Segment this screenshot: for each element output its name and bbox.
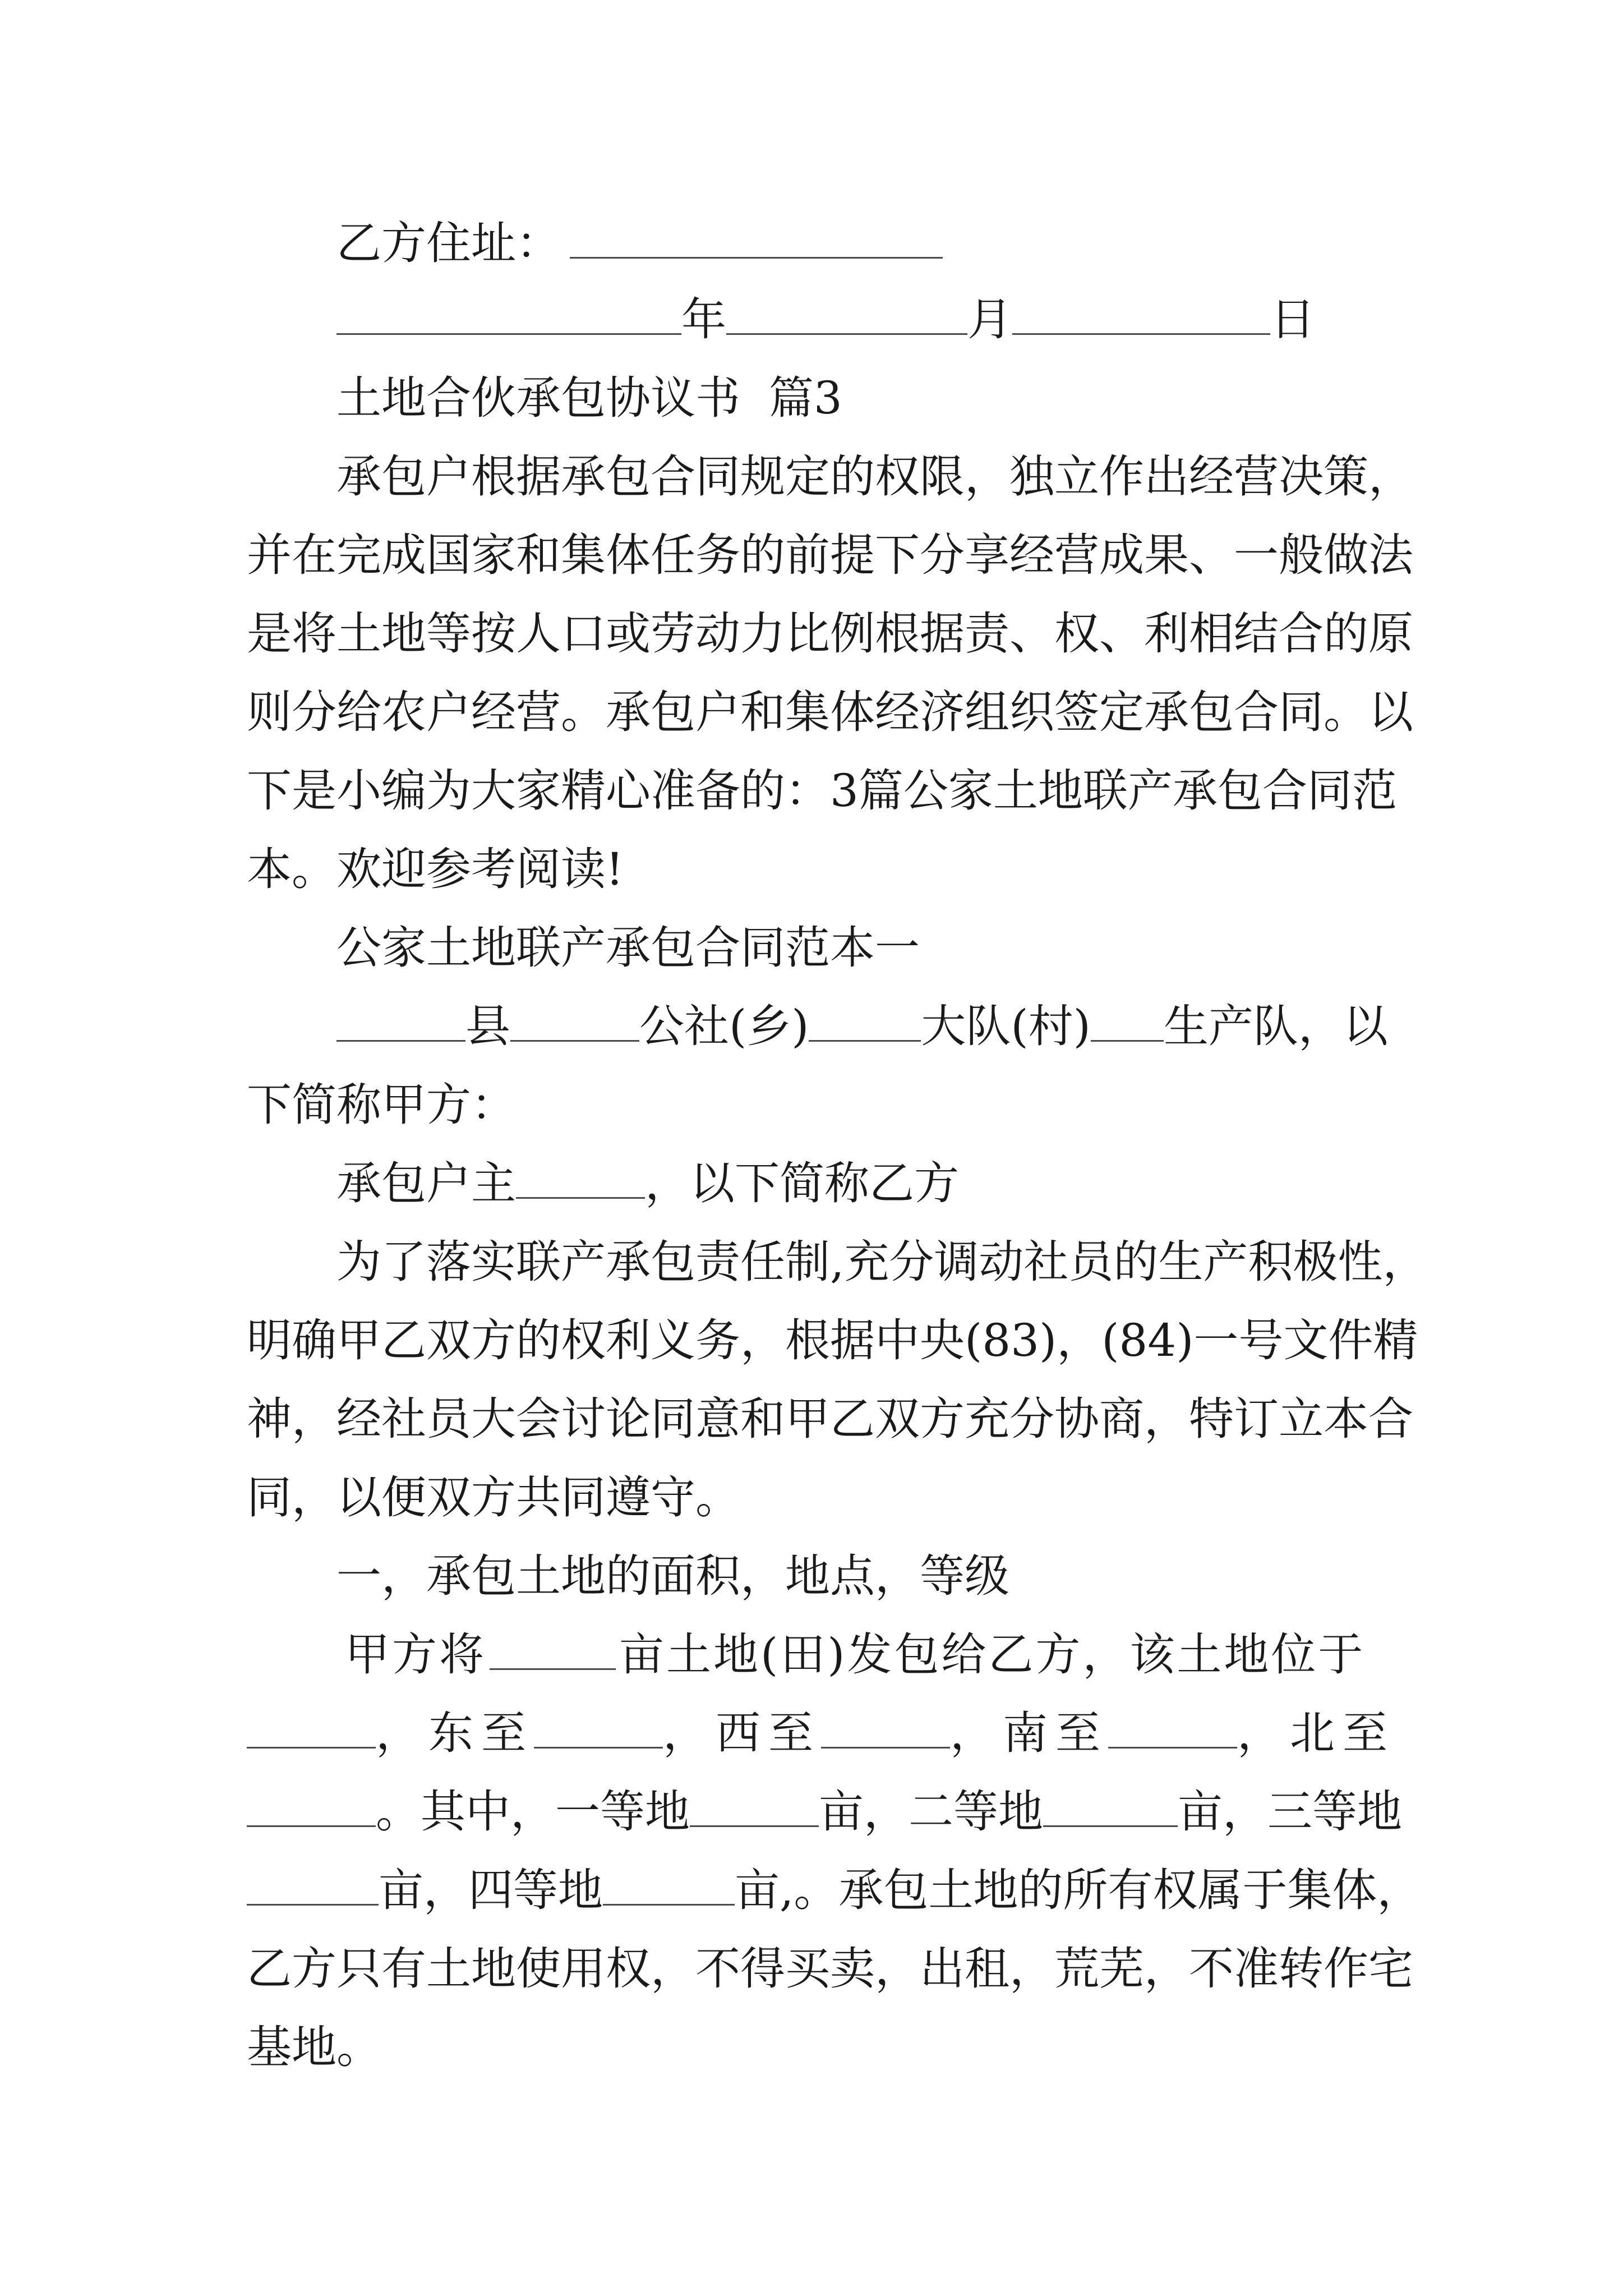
intro-line-6: 本。欢迎参考阅读! xyxy=(247,843,624,895)
commune-label: 公社(乡) xyxy=(639,1000,809,1052)
party-b-suffix: ，以下简称乙方 xyxy=(645,1157,959,1209)
householder-blank xyxy=(516,1161,645,1199)
grade-1-label: 。其中，一等地 xyxy=(376,1786,690,1838)
grade-1-blank xyxy=(690,1789,819,1827)
clause-1-line-4 xyxy=(247,1851,1623,1930)
clause-1-text-b: 亩土地(田)发包给乙方，该土地位于 xyxy=(619,1628,1366,1681)
west-blank xyxy=(821,1711,950,1749)
intro-line-1: 承包户根据承包合同规定的权限，独立作出经营决策， xyxy=(336,450,1413,503)
purpose-line-4: 同，以便双方共同遵守。 xyxy=(247,1471,740,1524)
intro-line-3: 是将土地等按人口或劳动力比例根据责、权、利相结合的原 xyxy=(247,608,1413,660)
clause-1-ownership: 亩,。承包土地的所有权属于集体， xyxy=(735,1864,1422,1916)
team-blank xyxy=(1091,1004,1164,1042)
grade-2-blank xyxy=(1043,1789,1178,1827)
grade-2-label: 亩，二等地 xyxy=(819,1786,1043,1838)
commune-blank xyxy=(510,1004,639,1042)
east-label: ，东至 xyxy=(376,1707,534,1759)
contract-title: 公家土地联产承包合同范本一 xyxy=(336,922,920,974)
county-blank xyxy=(336,1004,465,1042)
county-label: 县 xyxy=(465,1000,510,1052)
address-line xyxy=(336,204,1623,283)
party-a-tail: 下简称甲方： xyxy=(247,1079,516,1131)
clause-1-title: 一，承包土地的面积，地点，等级 xyxy=(336,1550,1009,1602)
year-label: 年 xyxy=(681,293,726,346)
party-b-line xyxy=(336,1144,1623,1223)
day-blank xyxy=(1012,297,1270,335)
team-label: 生产队，以 xyxy=(1163,1000,1388,1052)
location-blank xyxy=(247,1711,376,1749)
clause-1-line-6: 基地。 xyxy=(247,2021,381,2073)
clause-1-line-1 xyxy=(345,1616,1623,1694)
intro-line-5: 下是小编为大家精心准备的：3篇公家土地联产承包合同范 xyxy=(247,765,1397,817)
north-label: ，北至 xyxy=(1237,1707,1395,1759)
south-blank xyxy=(1108,1711,1237,1749)
brigade-blank xyxy=(809,1004,921,1042)
address-label: 乙方住址： xyxy=(336,217,561,269)
section-title: 土地合伙承包协议书 篇3 xyxy=(336,372,842,424)
month-blank xyxy=(726,297,967,335)
brigade-label: 大队(村) xyxy=(921,1000,1091,1052)
clause-1-line-2 xyxy=(247,1694,1623,1773)
party-b-prefix: 承包户主 xyxy=(336,1157,516,1209)
purpose-line-2: 明确甲乙双方的权利义务，根据中央(83)，(84)一号文件精 xyxy=(247,1314,1418,1366)
year-blank xyxy=(336,297,681,335)
south-label: ，南至 xyxy=(950,1707,1108,1759)
west-label: ，西至 xyxy=(663,1707,821,1759)
purpose-line-3: 神，经社员大会讨论同意和甲乙双方充分协商，特订立本合 xyxy=(247,1393,1413,1445)
clause-1-line-3 xyxy=(247,1773,1623,1851)
date-line xyxy=(336,280,1623,359)
day-label: 日 xyxy=(1270,293,1315,346)
grade-3-blank xyxy=(247,1868,379,1906)
address-blank xyxy=(570,221,943,259)
purpose-line-1: 为了落实联产承包责任制,充分调动社员的生产积极性， xyxy=(336,1236,1428,1288)
clause-1-line-5: 乙方只有土地使用权，不得买卖，出租，荒芜，不准转作宅 xyxy=(247,1943,1413,1995)
east-blank xyxy=(534,1711,663,1749)
grade-4-blank xyxy=(603,1868,735,1906)
area-blank xyxy=(490,1632,616,1670)
grade-4-label: 亩，四等地 xyxy=(379,1864,603,1916)
grade-3-label: 亩，三等地 xyxy=(1178,1786,1402,1838)
party-a-line xyxy=(336,987,1623,1066)
clause-1-text-a: 甲方将 xyxy=(345,1628,486,1681)
intro-line-4: 则分给农户经营。承包户和集体经济组织签定承包合同。以 xyxy=(247,686,1413,738)
intro-line-2: 并在完成国家和集体任务的前提下分享经营成果、一般做法 xyxy=(247,529,1413,581)
month-label: 月 xyxy=(967,293,1012,346)
north-blank xyxy=(247,1789,376,1827)
